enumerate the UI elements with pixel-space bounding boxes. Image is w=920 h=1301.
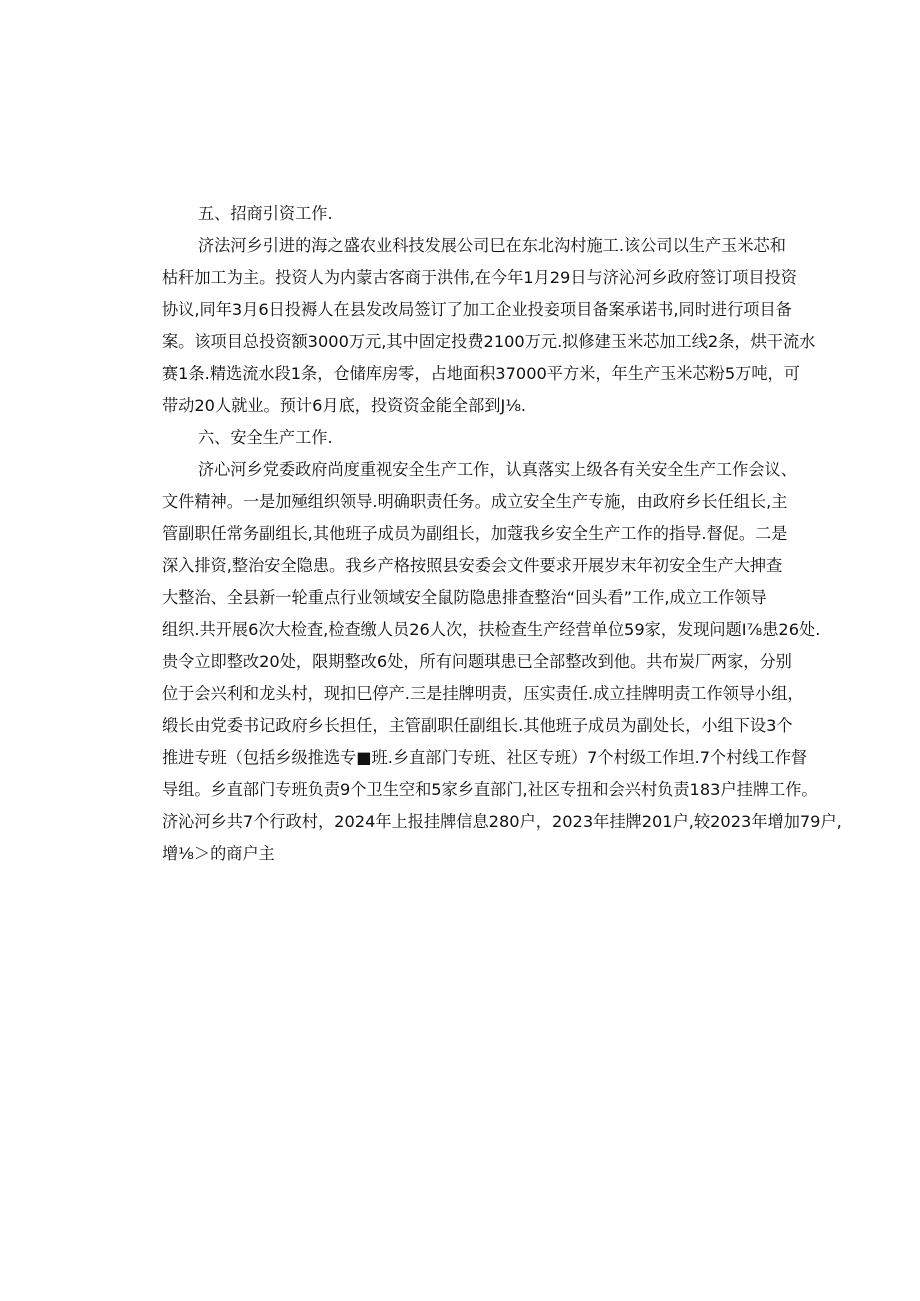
paragraph-line: 位于会兴利和龙头村，现扣巳停产.三是挂牌明责，压实责任.成立挂牌明责工作领导小组， [162,684,804,703]
paragraph-line: 枯秆加工为主。投资人为内蒙古客商于洪伟,在今年1月29日与济沁河乡政府签订项目投资 [162,268,797,287]
paragraph-line: 文件精神。一是加殛组织领导.明确职责任务。成立安全生产专施，由政府乡长任组长,主 [162,492,788,511]
document-body [162,200,842,872]
paragraph-line: 增⅛＞的商户主 [162,844,275,863]
paragraph-line: 推进专班（包括乡级推选专■班.乡直部门专班、社区专班）7个村级工作坦.7个村线工作督 [162,748,808,767]
paragraph-line: 导组。乡直部门专班负责9个卫生空和5家乡直部门,社区专扭和会兴村负责183户挂牌工作。 [162,780,818,799]
paragraph-line: 缎长由党委书记政府乡长担任，主管副职任副组长.其他班子成员为副处长，小组下设3个 [162,716,793,735]
paragraph-line: 深入排资,整治安全隐患。我乡产格按照县安委会文件要求开展岁末年初安全生产大抻查 [162,556,783,575]
paragraph-line: 带动20人就业。预计6月底，投资资金能全部到J⅛. [162,396,527,415]
paragraph-line: 大整治、全县新一轮重点行业领域安全鼠防隐患排查整治“回头看”工作,成立工作领导 [162,588,767,607]
paragraph-line: 协议,同年3月6日投褥人在县发改局签订了加工企业投妾项目备案承诺书,同时进行项目备 [162,300,792,319]
paragraph-line: 赛1条.精选流水段1条，仓储库房零，占地面积37000平方米，年生产玉米芯粉5万吨，可 [162,364,800,383]
paragraph-line: 济沁河乡共7个行政村，2024年上报挂牌信息280户，2023年挂牌201户,较2023年增加79户, [162,812,842,831]
section-heading: 五、招商引资工作. [198,204,333,223]
paragraph-line: 济法河乡引进的海之盛农业科技发展公司巳在东北沟村施工.该公司以生产玉米芯和 [198,236,786,255]
section-heading: 六、安全生产工作. [198,428,333,447]
paragraph-line: 案。该项目总投资额3000万元,其中固定投费2100万元.拟修建玉米芯加工线2条，烘干流水 [162,332,816,351]
paragraph-line: 组织.共开展6次大检査,检查缴人员26人次，扶检查生产经营单位59家，发现问题I⅞患26处. [162,620,821,639]
paragraph-line: 管副职任常务副组长,其他班子成员为副组长，加蔻我乡安全生产工作的指导.督促。二是 [162,524,788,543]
paragraph-line: 贵令立即整改20处，限期整改6处，所有问题琪患已全部整改到他。共布炭厂两家，分别 [162,652,792,671]
paragraph-line: 济心河乡党委政府尚度重视安全生产工作，认真落实上级各有关安全生产工作会议、 [198,460,797,479]
